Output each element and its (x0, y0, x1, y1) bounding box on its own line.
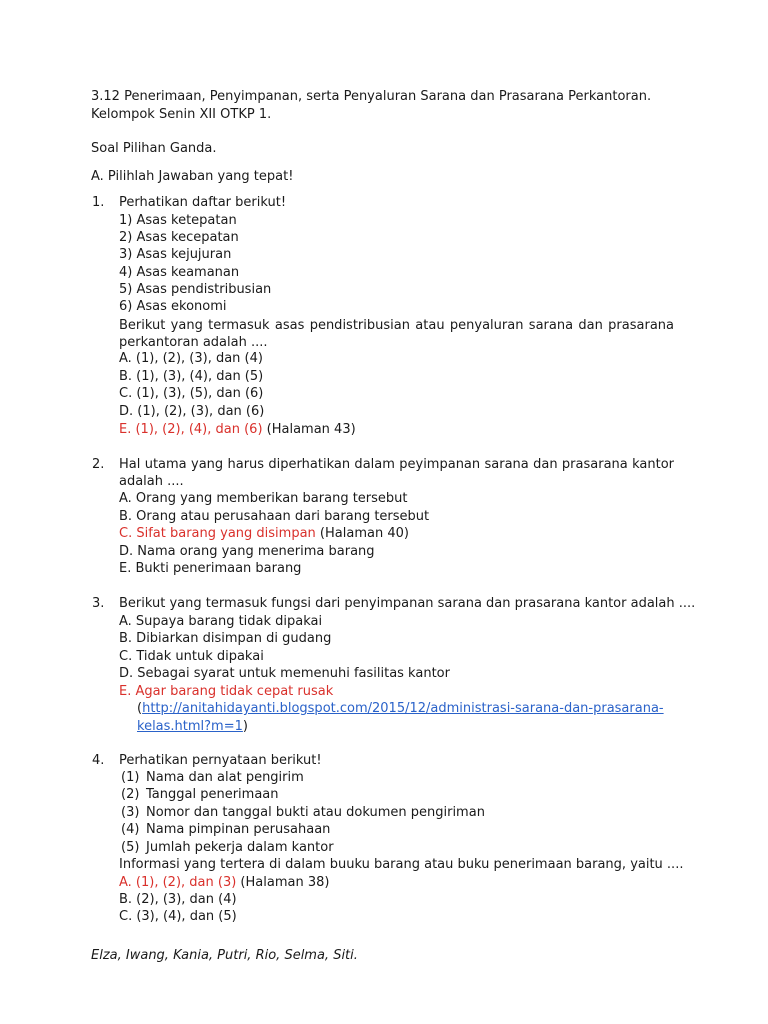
q3-number: 3. (92, 596, 105, 611)
q2-answer: C. Sifat barang yang disimpan (119, 526, 316, 541)
q2-answer-line (119, 525, 409, 542)
q4-answer-ref: (Halaman 38) (236, 875, 330, 890)
q2-option-e: E. Bukti penerimaan barang (119, 561, 302, 576)
instruction: A. Pilihlah Jawaban yang tepat! (91, 169, 294, 184)
document-title: 3.12 Penerimaan, Penyimpanan, serta Penyaluran Sarana dan Prasarana Perkantoran. (91, 89, 652, 104)
q1-answer-ref: (Halaman 43) (262, 422, 356, 437)
q3-source-link[interactable]: http://anitahidayanti.blogspot.com/2015/12/administrasi-sarana-dan-prasarana- (142, 701, 664, 716)
q4-answer-line (119, 874, 329, 891)
q4-list-text: Nama pimpinan perusahaan (146, 822, 331, 837)
q1-option-d: D. (1), (2), (3), dan (6) (119, 404, 265, 419)
q3-source-line-2 (137, 718, 248, 735)
q4-answer: A. (1), (2), dan (3) (119, 875, 237, 890)
section-title: Soal Pilihan Ganda. (91, 141, 217, 156)
q4-list-num: (5) (121, 840, 140, 855)
q1-prompt: Perhatikan daftar berikut! (119, 195, 287, 210)
q1-list-item: 6) Asas ekonomi (119, 299, 227, 314)
q1-option-b: B. (1), (3), (4), dan (5) (119, 369, 264, 384)
q1-list-item: 4) Asas keamanan (119, 265, 240, 280)
q4-prompt: Perhatikan pernyataan berikut! (119, 753, 322, 768)
q4-option-b: B. (2), (3), dan (4) (119, 892, 237, 907)
q1-list-item: 2) Asas kecepatan (119, 230, 239, 245)
q4-list-num: (3) (121, 805, 140, 820)
q1-option-a: A. (1), (2), (3), dan (4) (119, 351, 263, 366)
group-label: Kelompok Senin XII OTKP 1. (91, 107, 272, 122)
q2-option-a: A. Orang yang memberikan barang tersebut (119, 491, 408, 506)
q3-source-close: ) (242, 719, 248, 734)
q2-answer-ref: (Halaman 40) (315, 526, 409, 541)
q3-option-b: B. Dibiarkan disimpan di gudang (119, 631, 332, 646)
q1-list-item: 5) Asas pendistribusian (119, 282, 272, 297)
q1-number: 1. (92, 195, 105, 210)
q4-list-text: Nama dan alat pengirim (146, 770, 304, 785)
q1-list-item: 1) Asas ketepatan (119, 213, 237, 228)
q2-question: Hal utama yang harus diperhatikan dalam peyimpanan sarana dan prasarana kantor adalah .... (119, 457, 674, 489)
q4-list-num: (1) (121, 770, 140, 785)
q4-list-num: (4) (121, 822, 140, 837)
q4-question: Informasi yang tertera di dalam buuku barang atau buku penerimaan barang, yaitu .... (119, 857, 684, 872)
q3-option-d: D. Sebagai syarat untuk memenuhi fasilitas kantor (119, 666, 450, 681)
q4-list-text: Nomor dan tanggal bukti atau dokumen pengiriman (146, 805, 485, 820)
q3-source-line-1 (137, 700, 664, 717)
q4-list-num: (2) (121, 787, 140, 802)
q3-source-link-cont[interactable]: kelas.html?m=1 (137, 719, 243, 734)
q3-source-open: ( (137, 701, 143, 716)
q3-option-c: C. Tidak untuk dipakai (119, 649, 264, 664)
q2-option-b: B. Orang atau perusahaan dari barang tersebut (119, 509, 430, 524)
q1-question: Berikut yang termasuk asas pendistribusian atau penyaluran sarana dan prasarana perkantoran adalah .... (119, 318, 674, 350)
q3-question: Berikut yang termasuk fungsi dari penyimpanan sarana dan prasarana kantor adalah .... (119, 596, 696, 611)
q1-answer: E. (1), (2), (4), dan (6) (119, 422, 263, 437)
q1-answer-line (119, 421, 356, 438)
q4-list-text: Jumlah pekerja dalam kantor (146, 840, 334, 855)
q3-answer: E. Agar barang tidak cepat rusak (119, 684, 334, 699)
q1-option-c: C. (1), (3), (5), dan (6) (119, 386, 264, 401)
q3-option-a: A. Supaya barang tidak dipakai (119, 614, 323, 629)
q4-list-text: Tanggal penerimaan (146, 787, 279, 802)
q1-list-item: 3) Asas kejujuran (119, 247, 232, 262)
q4-number: 4. (92, 753, 105, 768)
authors-footer: Elza, Iwang, Kania, Putri, Rio, Selma, Siti. (91, 948, 358, 963)
q4-option-c: C. (3), (4), dan (5) (119, 909, 237, 924)
q2-option-d: D. Nama orang yang menerima barang (119, 544, 375, 559)
q2-number: 2. (92, 457, 105, 472)
